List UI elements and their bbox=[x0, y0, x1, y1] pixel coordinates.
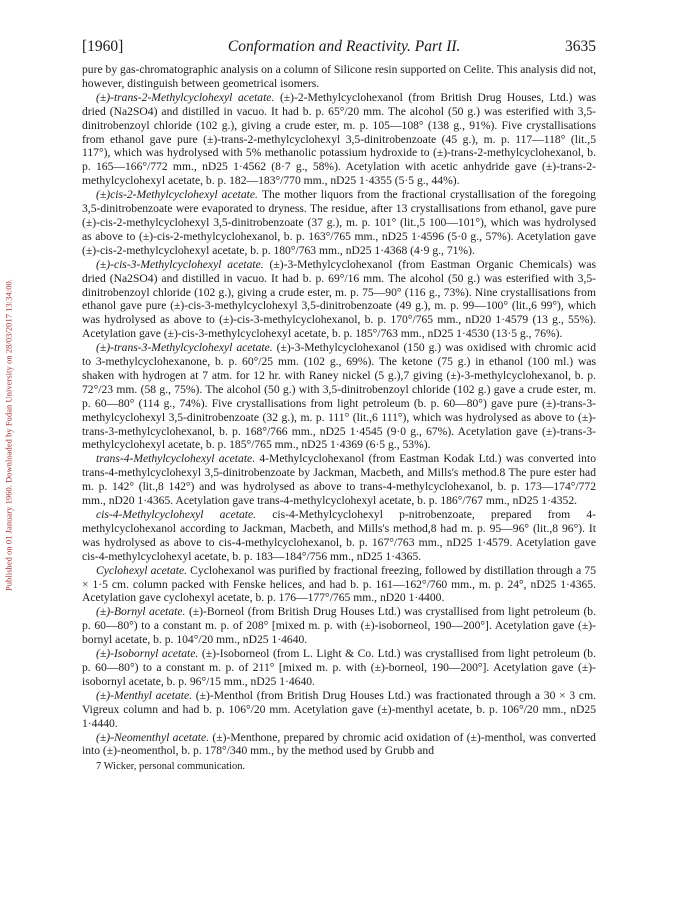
paragraph-neomenthyl-acetate bbox=[82, 731, 596, 759]
running-header bbox=[82, 38, 596, 56]
paragraph-cyclohexyl-acetate bbox=[82, 564, 596, 606]
paragraph-cis-4-methylcyclohexyl bbox=[82, 508, 596, 564]
paragraph-heading: (±)-trans-3-Methylcyclohexyl acetate. bbox=[96, 341, 277, 355]
download-watermark bbox=[2, 165, 16, 705]
paragraph-trans-2-methylcyclohexyl bbox=[82, 91, 596, 188]
paragraph-heading: (±)-trans-2-Methylcyclohexyl acetate. bbox=[96, 90, 280, 104]
paragraph-intro bbox=[82, 63, 596, 91]
paragraph-cis-3-methylcyclohexyl bbox=[82, 258, 596, 341]
paragraph-bornyl-acetate bbox=[82, 605, 596, 647]
journal-page bbox=[82, 38, 596, 773]
header-year: [1960] bbox=[82, 38, 124, 55]
paragraph-trans-3-methylcyclohexyl bbox=[82, 341, 596, 452]
paragraph-text: The mother liquors from the fractional crystallisation of the foregoing 3,5-dinitrobenzoate were evaporated to dryness. The residue, after 13 crystallisations from ethanol, gave pure (±)-cis-2-methylcyclohexyl 3,5-dinitrobenzoate (37 g.), m. p. 101° (lit.,5 100—101°), which was hydrolysed as above to (±)-cis-2-methylcyclohexanol, b. p. 163°/765 mm., nD25 1·4596 (5·0 g., 57%). Acetylation gave (±)-cis-2-methylcyclohexyl acetate, b. p. 180°/763 mm., nD25 1·4368 (4·9 g., 71%). bbox=[82, 188, 596, 257]
footnote: 7 Wicker, personal communication. bbox=[96, 761, 246, 773]
paragraph-text: (±)-Menthol (from British Drug Houses Ltd.) was fractionated through a 30 × 3 cm. Vigreux column and had b. p. 106°/20 mm. Acetylation gave (±)-menthyl acetate, b. p. 106°/20 mm., nD25 1·4440. bbox=[82, 688, 596, 730]
paragraph-text: (±)-Borneol (from British Drug Houses Ltd.) was crystallised from light petroleum (b. p. 60—80°) to a constant m. p. of 208° [mixed m. p. with (±)-isoborneol, 190—200°]. Acetylation gave (±)-bornyl acetate, b. p. 104°/20 mm., nD25 1·4640. bbox=[82, 605, 597, 647]
paragraph-text: (±)-Menthone, prepared by chromic acid oxidation of (±)-menthol, was converted into (±)-neomenthol, b. p. 178°/340 mm., by the method used by Grubb and bbox=[82, 730, 596, 758]
paragraph-trans-4-methylcyclohexyl bbox=[82, 452, 596, 508]
paragraph-menthyl-acetate bbox=[82, 689, 596, 731]
paragraph-heading: (±)-Isobornyl acetate. bbox=[96, 647, 202, 661]
paragraph-cis-2-methylcyclohexyl bbox=[82, 188, 596, 258]
paragraph-text: (±)-Isoborneol (from L. Light & Co. Ltd.) was crystallised from light petroleum (b. p. 60—80°) to a constant m. p. of 211° [mixed m. p. with (±)-borneol, 190—200°]. Acetylation gave (±)-isobornyl acetate, b. p. 96°/15 mm., nD25 1·4640. bbox=[82, 647, 596, 688]
paragraph-text: Cyclohexanol was purified by fractional freezing, followed by distillation through a 75 × 1·5 cm. column packed with Fenske helices, and had b. p. 161—162°/760 mm., m. p. 24°, nD25 1·4365. Acetylation gave cyclohexyl acetate, b. p. 176—177°/765 mm., nD20 1·4400. bbox=[82, 563, 596, 605]
paragraph-isobornyl-acetate bbox=[82, 647, 596, 689]
article-body bbox=[82, 63, 596, 758]
paragraph-text: (±)-3-Methylcyclohexanol (150 g.) was oxidised with chromic acid to 3-methylcyclohexanone, b. p. 60°/25 mm. (102 g., 69%). The ketone (75 g.) in ethanol (100 ml.) was shaken with hydrogen at 7 atm. for 12 hr. with Raney nickel (5 g.),7 giving (±)-3-methylcyclohexanol, b. p. 72°/23 mm. (58 g., 75%). The alcohol (50 g.) with 3,5-dinitrobenzoyl chloride (102 g.) gave a crude ester, m. p. 60—80° (114 g., 74%). Five crystallisations from light petroleum (b. p. 60—80°) gave pure (±)-trans-3-methylcyclohexyl 3,5-dinitrobenzoate (32 g.), m. p. 111° (lit.,6 111°), which was hydrolysed as above to (±)-trans-3-methylcyclohexanol, b. p. 168°/766 mm., nD25 1·4545 (9·0 g., 67%). Acetylation gave (±)-trans-3-methylcyclohexyl acetate, b. p. 185°/765 mm., nD25 1·4369 (6·5 g., 53%). bbox=[82, 341, 596, 452]
download-watermark-text: Published on 01 January 1960. Downloaded by Fudan University on 28/03/2017 13:34:00. bbox=[4, 279, 14, 591]
paragraph-heading: cis-4-Methylcyclohexyl acetate. bbox=[96, 508, 273, 521]
paragraph-heading: trans-4-Methylcyclohexyl acetate. bbox=[96, 452, 260, 466]
paragraph-heading: (±)-Bornyl acetate. bbox=[96, 605, 189, 619]
paragraph-heading: (±)-Menthyl acetate. bbox=[96, 688, 196, 702]
paragraph-text: cis-4-Methylcyclohexyl p-nitrobenzoate, prepared from 4-methylcyclohexanol according to Jackman, Macbeth, and Mills's method,8 had m. p. 95—96° (lit.,8 96°). It was hydrolysed as above to cis-4-methylcyclohexanol, b. p. 167°/763 mm., nD25 1·4579. Acetylation gave cis-4-methylcyclohexyl acetate, b. p. 183—184°/756 mm., nD25 1·4365. bbox=[82, 508, 596, 563]
paragraph-heading: (±)-Neomenthyl acetate. bbox=[96, 730, 213, 744]
paragraph-text: (±)-3-Methylcyclohexanol (from Eastman Organic Chemicals) was dried (Na2SO4) and distilled in vacuo. It had b. p. 69°/16 mm. The alcohol (50 g.) was esterified with 3,5-dinitrobenzoyl chloride (102 g.), giving a crude ester, m. p. 75—90° (116 g., 73%). Nine crystallisations from ethanol gave pure (±)-cis-3-methylcyclohexyl 3,5-dinitrobenzoate (49 g.), m. p. 99—100° (lit.,6 99°), which was hydrolysed as above to (±)-cis-3-methylcyclohexanol, b. p. 170°/765 mm., nD20 1·4579 (13 g., 55%). Acetylation gave (±)-cis-3-methylcyclohexyl acetate, b. p. 185°/763 mm., nD25 1·4530 (13·5 g., 76%). bbox=[82, 257, 596, 341]
paragraph-heading: (±)-cis-3-Methylcyclohexyl acetate. bbox=[96, 257, 270, 271]
paragraph-text: (±)-2-Methylcyclohexanol (from British Drug Houses, Ltd.) was dried (Na2SO4) and distilled in vacuo. It had b. p. 65°/20 mm. The alcohol (50 g.) was esterified with 3,5-dinitrobenzoyl chloride (102 g.), giving a crude ester, m. p. 105—108° (138 g., 91%). Five crystallisations from ethanol gave pure (±)-trans-2-methylcyclohexyl 3,5-dinitrobenzoate (45 g.), m. p. 117—118° (lit.,5 117°), which was hydrolysed with 5% methanolic potassium hydroxide to (±)-trans-2-methylcyclohexanol, b. p. 165—166°/772 mm., nD25 1·4562 (8·7 g., 58%). Acetylation with acetic anhydride gave (±)-trans-2-methylcyclohexyl acetate, b. p. 182—183°/770 mm., nD25 1·4355 (5·5 g., 44%). bbox=[82, 90, 596, 188]
paragraph-heading: Cyclohexyl acetate. bbox=[96, 563, 191, 577]
header-page-number: 3635 bbox=[565, 38, 596, 55]
paragraph-text: 4-Methylcyclohexanol (from Eastman Kodak Ltd.) was converted into trans-4-methylcyclohexyl 3,5-dinitrobenzoate by Jackman, Macbeth, and Mills's method.8 The pure ester had m. p. 142° (lit.,8 142°) and was hydrolysed as above to trans-4-methylcyclohexanol, b. p. 173—174°/772 mm., nD20 1·4365. Acetylation gave trans-4-methylcyclohexyl acetate, b. p. 186°/767 mm., nD25 1·4352. bbox=[82, 452, 596, 508]
paragraph-text: pure by gas-chromatographic analysis on a column of Silicone resin supported on Celite. This analysis did not, however, distinguish between geometrical isomers. bbox=[82, 63, 596, 90]
paragraph-heading: (±)cis-2-Methylcyclohexyl acetate. bbox=[96, 188, 262, 202]
header-title: Conformation and Reactivity. Part II. bbox=[227, 38, 461, 55]
